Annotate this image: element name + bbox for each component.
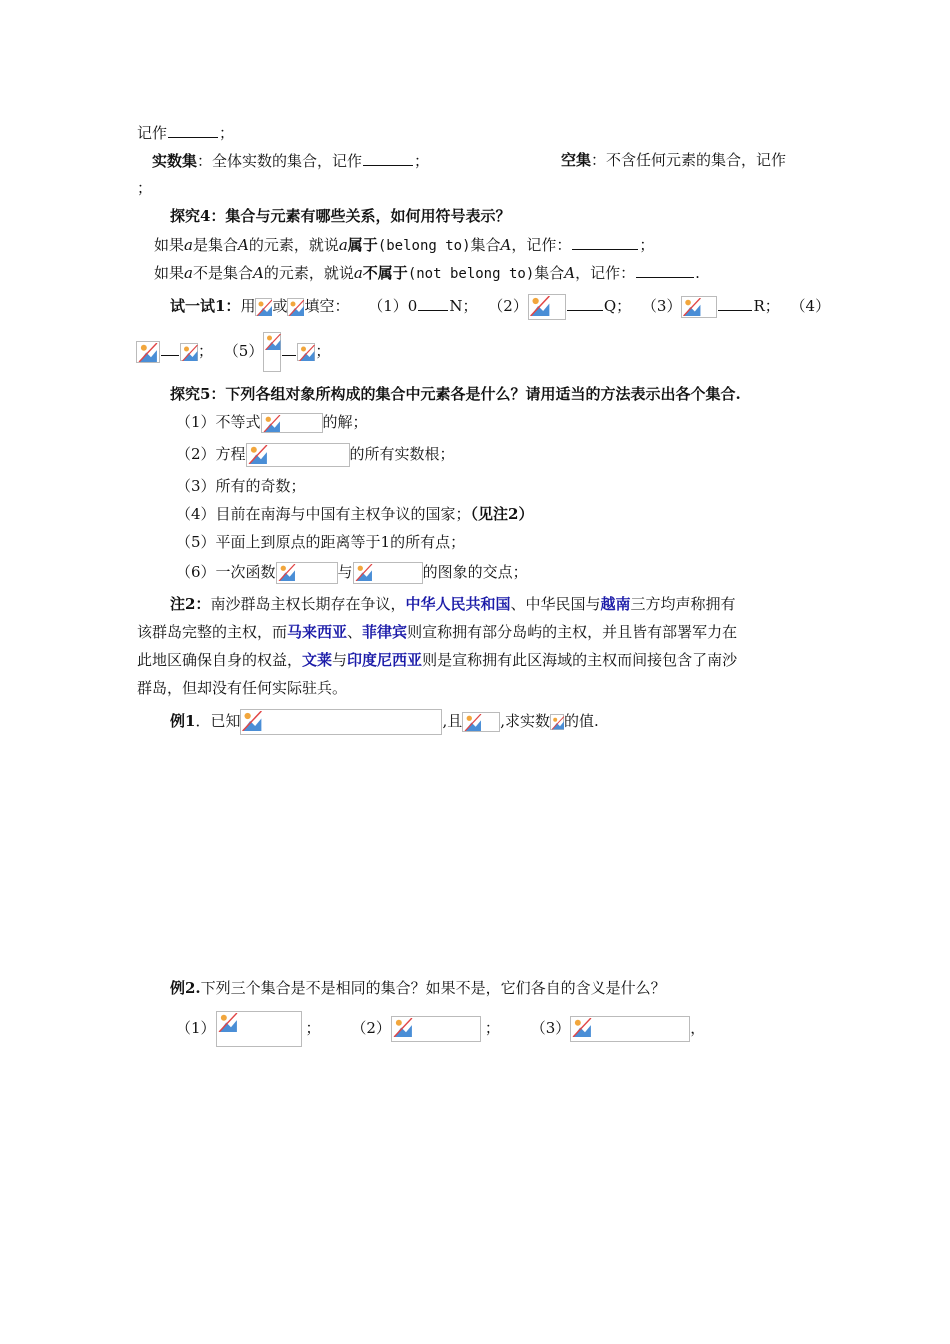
blank (567, 294, 603, 311)
line-try-1-cont (136, 331, 330, 372)
text: 三方均声称拥有 (630, 595, 736, 613)
text: ，记作： (575, 264, 636, 282)
note-2-line-4 (137, 677, 347, 699)
text: 、 (347, 623, 363, 641)
link-prc[interactable]: 中华人民共和国 (405, 595, 511, 613)
broken-image-icon (391, 1016, 481, 1042)
blank (636, 261, 694, 278)
text: ； (414, 152, 430, 170)
var-a: a (353, 264, 363, 282)
text: 与 (337, 563, 353, 581)
text: （6）一次函数 (176, 563, 276, 581)
text: 则是宣称拥有此区海域的主权而间接包含了南沙 (422, 651, 738, 669)
broken-image-icon (261, 413, 323, 433)
broken-image-icon (570, 1016, 690, 1042)
text: 填空： (304, 297, 350, 315)
text: ； (305, 1019, 321, 1037)
blank (363, 149, 413, 166)
broken-image-icon (276, 562, 338, 584)
text: Q； (603, 297, 632, 315)
note-2-line-2 (137, 621, 737, 643)
text: 记作 (137, 124, 168, 142)
text: ； (198, 342, 214, 360)
text: （1）0 (368, 297, 418, 315)
text: 的图象的交点； (422, 563, 528, 581)
item-4 (176, 503, 533, 525)
broken-image-icon (180, 343, 198, 361)
text: 如果 (154, 264, 185, 282)
blank (161, 339, 179, 356)
text: 集合 (470, 236, 501, 254)
blank (718, 294, 752, 311)
item-6 (176, 561, 528, 584)
text: （1） (176, 1019, 216, 1037)
text: （2）方程 (176, 445, 246, 463)
text: （4）目前在南海与中国有主权争议的国家； (176, 505, 471, 523)
text: （3）所有的奇数； (176, 477, 306, 495)
broken-image-icon (216, 1011, 302, 1047)
broken-image-icon (263, 332, 281, 372)
text: ,且 (442, 712, 463, 730)
line-real-set (152, 149, 429, 172)
heading: 探究5：下列各组对象所构成的集合中元素各是什么？请用适当的方法表示出各个集合. (170, 385, 741, 403)
heading: 探究4：集合与元素有哪些关系，如何用符号表示？ (170, 207, 511, 225)
item-1 (176, 411, 368, 433)
text: 、中华民国与 (510, 595, 601, 613)
line-belong (154, 233, 654, 257)
blank (418, 294, 448, 311)
text: 此地区确保自身的权益， (137, 651, 303, 669)
text: R； (753, 297, 780, 315)
text: ； (219, 124, 235, 142)
line-3 (137, 177, 152, 199)
text: ：不含任何元素的集合，记作 (591, 151, 787, 169)
text: (not belong to) (407, 266, 535, 282)
text: （5）平面上到原点的距离等于1的所有点； (176, 533, 466, 551)
text: 的解； (322, 413, 368, 431)
section-explore-5 (170, 383, 741, 405)
text: 的所有实数根； (349, 445, 455, 463)
text: ， (690, 1019, 706, 1037)
term-real-set: 实数集 (152, 152, 198, 170)
text: 的元素，就说 (263, 264, 354, 282)
item-2 (176, 443, 455, 467)
broken-image-icon (550, 714, 564, 730)
text: 是集合 (192, 236, 238, 254)
blank (282, 339, 296, 356)
text: 群岛，但却没有任何实际驻兵。 (137, 679, 348, 697)
text: ，记作： (511, 236, 572, 254)
var-a: a (338, 236, 348, 254)
term-belong: 属于 (347, 236, 378, 254)
text: ：全体实数的集合，记作 (197, 152, 363, 170)
item-3 (176, 475, 306, 497)
broken-image-icon (297, 343, 315, 361)
line-1 (137, 121, 234, 144)
term-not-belong: 不属于 (362, 264, 408, 282)
text: 的元素，就说 (248, 236, 339, 254)
text: ,求实数 (500, 712, 551, 730)
text: （2） (488, 297, 528, 315)
broken-image-icon (681, 296, 717, 318)
var-A: A (564, 264, 576, 282)
text: 不是集合 (192, 264, 253, 282)
broken-image-icon (353, 562, 423, 584)
link-brunei[interactable]: 文莱 (302, 651, 333, 669)
example-label: 例1 (170, 712, 196, 730)
text: N； (449, 297, 478, 315)
link-indonesia[interactable]: 印度尼西亚 (347, 651, 423, 669)
text: ； (315, 342, 331, 360)
heading: 试一试1： (170, 297, 241, 315)
example-1 (170, 709, 599, 735)
text: （1）不等式 (176, 413, 261, 431)
broken-image-icon (287, 298, 304, 316)
broken-image-icon (528, 294, 566, 320)
note-2-line-3 (137, 649, 737, 671)
text: . (695, 264, 700, 282)
text: （3） (530, 1019, 571, 1037)
var-A: A (500, 236, 512, 254)
example-label: 例2. (170, 979, 201, 997)
link-malaysia[interactable]: 马来西亚 (287, 623, 348, 641)
text: ； (639, 236, 655, 254)
section-explore-4 (170, 205, 510, 227)
text: （5） (223, 342, 264, 360)
text: ； (137, 179, 153, 197)
example-2-items (176, 1010, 705, 1047)
text: 下列三个集合是不是相同的集合？如果不是，它们各自的含义是什么？ (200, 979, 666, 997)
text: 或 (272, 297, 288, 315)
broken-image-icon (246, 443, 350, 467)
link-vietnam[interactable]: 越南 (600, 595, 631, 613)
text: （3） (641, 297, 682, 315)
text: 南沙群岛主权长期存在争议， (210, 595, 406, 613)
text: 则宣称拥有部分岛屿的主权，并且皆有部署军力在 (407, 623, 738, 641)
text: 如果 (154, 236, 185, 254)
text: ．已知 (195, 712, 241, 730)
link-philippines[interactable]: 菲律宾 (362, 623, 408, 641)
line-empty-set (561, 149, 786, 171)
example-2 (170, 977, 666, 999)
text: (belong to) (377, 238, 471, 254)
line-try-1 (170, 294, 830, 320)
term-empty-set: 空集 (561, 151, 592, 169)
text: 的值. (564, 712, 599, 730)
item-5 (176, 531, 465, 553)
text: 集合 (534, 264, 565, 282)
var-a: a (184, 264, 193, 282)
blank (168, 121, 218, 138)
blank (572, 233, 638, 250)
text: （4） (790, 297, 831, 315)
broken-image-icon (462, 712, 500, 732)
text: 与 (332, 651, 348, 669)
note-label: 注2： (170, 595, 211, 613)
var-a: a (184, 236, 193, 254)
note-ref: （见注2） (470, 505, 534, 523)
var-A: A (237, 236, 249, 254)
text: （2） (351, 1019, 391, 1037)
text: 该群岛完整的主权，而 (137, 623, 288, 641)
broken-image-icon (240, 709, 442, 735)
note-2-line-1 (170, 593, 736, 615)
broken-image-icon (255, 298, 272, 316)
text: 用 (240, 297, 256, 315)
broken-image-icon (136, 341, 160, 363)
var-A: A (252, 264, 264, 282)
text: ； (484, 1019, 500, 1037)
line-not-belong (154, 261, 700, 285)
